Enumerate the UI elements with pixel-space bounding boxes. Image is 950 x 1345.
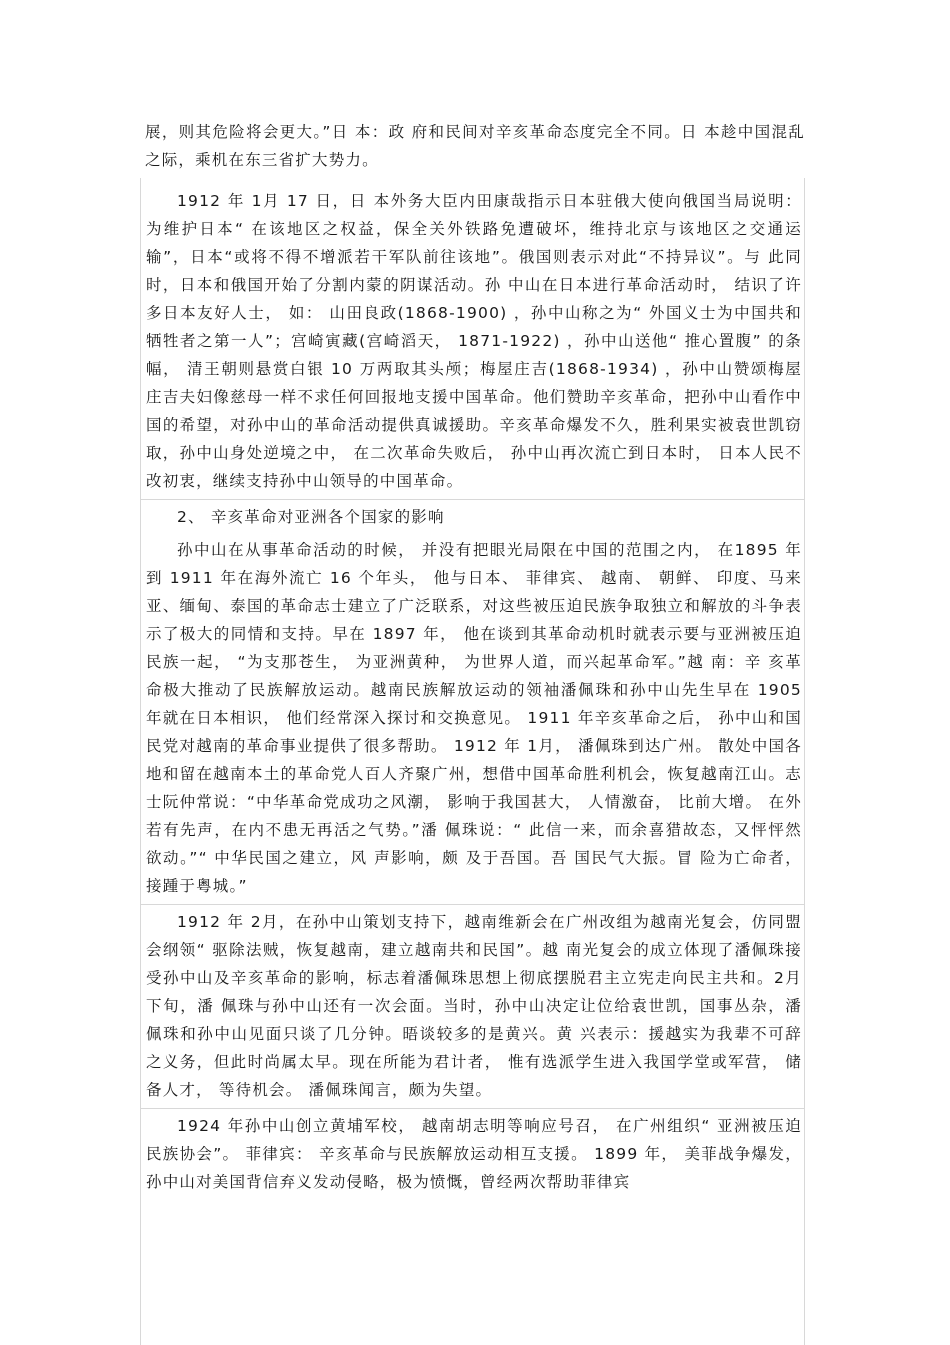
section-heading: 2、 辛亥革命对亚洲各个国家的影响 <box>177 508 445 526</box>
paragraph-japan-support: 1912 年 1月 17 日，日 本外务大臣内田康哉指示日本驻俄大使向俄国当局说明：为维护日本“ 在该地区之权益，保全关外铁路免遭破坏，维持北京与该地区之交通运输”，日本“或将不得不增派若干军队前往该地”。俄国则表示对此“不持异议”。与 此同时，日本和俄国开始了分割内蒙的阴谋活动。孙 中山在日本进行革命活动时， 结识了许多日本友好人士， 如： 山田良政(1868-1900) ，孙中山称之为“ 外国义士为中国共和牺牲者之第一人”；宫崎寅藏(宫崎滔天， 1871-1922) ，孙中山送他“ 推心置腹” 的条幅， 清王朝则悬赏白银 10 万两取其头颅；梅屋庄吉(1868-1934) ，孙中山赞颂梅屋庄吉夫妇像慈母一样不求任何回报地支援中国革命。他们赞助辛亥革命，把孙中山看作中国的希望，对孙中山的革命活动提供真诚援助。辛亥革命爆发不久，胜利果实被袁世凯窃取，孙中山身处逆境之中， 在二次革命失败后， 孙中山再次流亡到日本时， 日本人民不改初衷，继续支持孙中山领导的中国革命。 <box>146 192 802 490</box>
bordered-text-section <box>140 178 805 1345</box>
paragraph-restoration-society: 1912 年 2月，在孙中山策划支持下，越南维新会在广州改组为越南光复会，仿同盟会纲领“ 驱除法贼，恢复越南，建立越南共和民国”。越 南光复会的成立体现了潘佩珠接受孙中山及辛亥革命的影响，标志着潘佩珠思想上彻底摆脱君主立宪走向民主共和。2月下旬，潘 佩珠与孙中山还有一次会面。当时，孙中山决定让位给袁世凯，国事丛杂，潘佩珠和孙中山见面只谈了几分钟。晤谈较多的是黄兴。黄 兴表示：援越实为我辈不可辞之义务，但此时尚属太早。现在所能为君计者， 惟有选派学生进入我国学堂或军营， 储备人才， 等待机会。 潘佩珠闻言，颇为失望。 <box>146 913 802 1099</box>
paragraph-philippines: 1924 年孙中山创立黄埔军校， 越南胡志明等响应号召， 在广州组织“ 亚洲被压迫民族协会”。 菲律宾： 辛亥革命与民族解放运动相互支援。 1899 年， 美菲战争爆发，孙中山对美国背信弃义发动侵略，极为愤慨，曾经两次帮助菲律宾 <box>146 1117 802 1191</box>
intro-paragraph: 展，则其危险将会更大。”日 本：政 府和民间对辛亥革命态度完全不同。日 本趁中国混乱之际，乘机在东三省扩大势力。 <box>145 123 805 169</box>
paragraph-vietnam-influence: 孙中山在从事革命活动的时候， 并没有把眼光局限在中国的范围之内， 在1895 年到 1911 年在海外流亡 16 个年头， 他与日本、 菲律宾、 越南、 朝鲜、 印度、马来亚、缅甸、泰国的革命志士建立了广泛联系，对这些被压迫民族争取独立和解放的斗争表示了极大的同情和支持。早在 1897 年， 他在谈到其革命动机时就表示要与亚洲被压迫民族一起， “为支那苍生， 为亚洲黄种， 为世界人道，而兴起革命军。”越 南：辛 亥革命极大推动了民族解放运动。越南民族解放运动的领袖潘佩珠和孙中山先生早在 1905 年就在日本相识， 他们经常深入探讨和交换意见。 1911 年辛亥革命之后， 孙中山和国民党对越南的革命事业提供了很多帮助。 1912 年 1月， 潘佩珠到达广州。 散处中国各地和留在越南本土的革命党人百人齐聚广州，想借中国革命胜利机会，恢复越南江山。志士阮仲常说：“中华革命党成功之风潮， 影响于我国甚大， 人情激奋， 比前大增。 在外若有先声，在内不患无再活之气势。”潘 佩珠说：“ 此信一来，而余喜猎故态，又怦怦然欲动。”“ 中华民国之建立，风 声影响，颇 及于吾国。吾 国民气大振。冒 险为亡命者， 接踵于粤城。” <box>146 541 802 895</box>
